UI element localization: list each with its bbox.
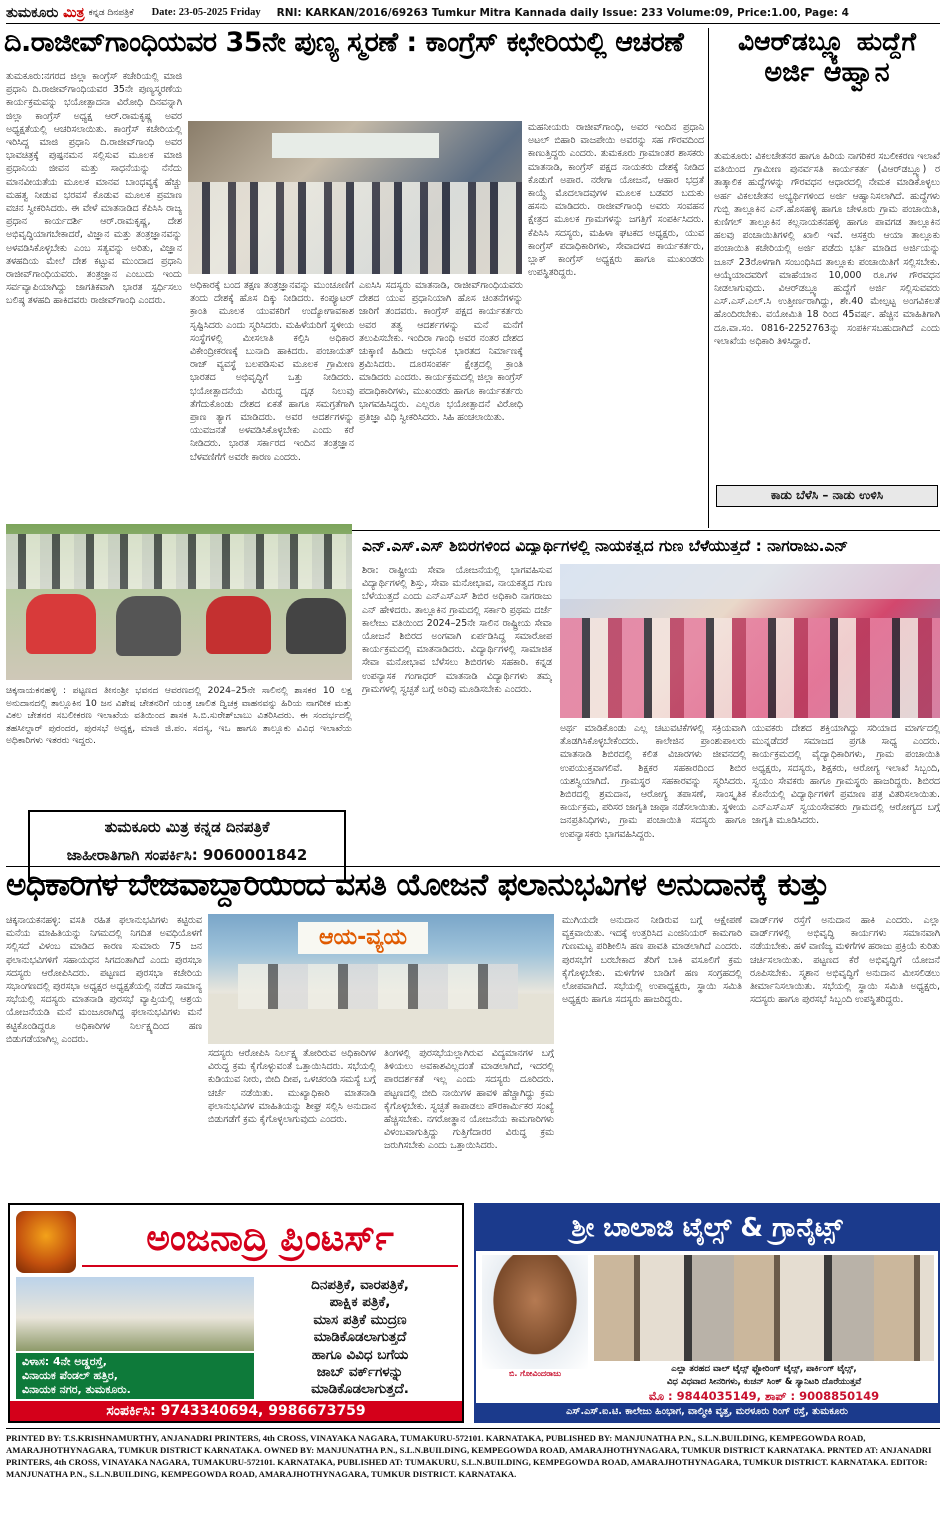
printers-ad-title: ಅಂಜನಾದ್ರಿ ಪ್ರಿಂಟರ್ಸ್ xyxy=(82,1211,458,1267)
service-line: ಜಾಬ್ ವರ್ಕ್‌ಗಳನ್ನು xyxy=(316,1364,404,1381)
scooter-shape xyxy=(286,598,346,654)
owner-name: ಬಿ. ಗೋವಿಂದರಾಜು xyxy=(508,1369,562,1378)
service-line: ಮಾಸ ಪತ್ರಿಕೆ ಮುದ್ರಣ xyxy=(313,1311,407,1328)
photo-banner: ಆಯ-ವ್ಯಯ xyxy=(298,922,428,954)
story1-headline: ದಿ.ರಾಜೀವ್‌ಗಾಂಧಿಯವರ 35ನೇ ಪುಣ್ಯ ಸ್ಮರಣೆ : ಕಾಂಗ್ರೆಸ್ ಕಛೇರಿಯಲ್ಲಿ ಆಚರಣೆ xyxy=(4,28,684,58)
story1-col3: ಎಐಸಿಸಿ ಸದಸ್ಯರು ಮಾತನಾಡಿ, ರಾಜೀವ್‌ಗಾಂಧಿಯವರು ದೇಶದ ಯುವ ಪ್ರಧಾನಿಯಾಗಿ ಹೊಸ ಚಿಂತನೆಗಳನ್ನು ಜಾರಿಗೆ ತಂದವರು. ಕಾಂಗ್ರೆಸ್ ಪಕ್ಷದ ಕಾರ್ಯಕರ್ತರು ಅವರ ತತ್ವ ಆದರ್ಶಗಳನ್ನು ಮನೆ ಮನೆಗೆ ತಲುಪಿಸಬೇಕು. ಇಂದಿರಾ ಗಾಂಧಿ ಅವರ ನಂತರ ದೇಶದ ಚುಕ್ಕಾಣಿ ಹಿಡಿದು ಆಧುನಿಕ ಭಾರತದ ನಿರ್ಮಾಣಕ್ಕೆ ಶ್ರಮಿಸಿದರು. ದೂರಸಂಪರ್ಕ ಕ್ಷೇತ್ರದಲ್ಲಿ ಕ್ರಾಂತಿ ಮಾಡಿದರು ಎಂದರು. ಕಾರ್ಯಕ್ರಮದಲ್ಲಿ ಜಿಲ್ಲಾ ಕಾಂಗ್ರೆಸ್ ಪದಾಧಿಕಾರಿಗಳು, ಮುಖಂಡರು ಹಾಗೂ ಕಾರ್ಯಕರ್ತರು ಭಾಗವಹಿಸಿದ್ದರು. ಎಲ್ಲರೂ ಭಯೋತ್ಪಾದನೆ ವಿರೋಧಿ ಪ್ರತಿಜ್ಞಾ ವಿಧಿ ಸ್ವೀಕರಿಸಿದರು. ಸಿಹಿ ಹಂಚಲಾಯಿತು. xyxy=(359,280,523,424)
printers-services xyxy=(260,1277,460,1399)
story2-headline-line2: ಅರ್ಜಿ ಆಹ್ವಾನ xyxy=(764,56,890,88)
service-line: ಹಾಗೂ ವಿವಿಧ ಬಗೆಯ xyxy=(311,1346,409,1363)
story4-col1: ಶಿರಾ: ರಾಷ್ಟ್ರೀಯ ಸೇವಾ ಯೋಜನೆಯಲ್ಲಿ ಭಾಗವಹಿಸುವ ವಿದ್ಯಾರ್ಥಿಗಳಲ್ಲಿ ಶಿಸ್ತು, ಸೇವಾ ಮನೋಭಾವ, ನಾಯಕತ್ವದ ಗುಣ ಬೆಳೆಯುತ್ತದೆ ಎಂದು ಎನ್‌ಎಸ್‌ಎಸ್ ಶಿಬಿರ ಅಧಿಕಾರಿ ನಾಗರಾಜು ಎನ್ ಹೇಳಿದರು. ತಾಲ್ಲೂಕಿನ ಗ್ರಾಮದಲ್ಲಿ ಸರ್ಕಾರಿ ಪ್ರಥಮ ದರ್ಜೆ ಕಾಲೇಜು ವತಿಯಿಂದ 2024–25ನೇ ಸಾಲಿನ ರಾಷ್ಟ್ರೀಯ ಸೇವಾ ಯೋಜನೆ ಶಿಬಿರದ ಅಂಗವಾಗಿ ಏರ್ಪಡಿಸಿದ್ದ ಸಮಾರೋಪ ಕಾರ್ಯಕ್ರಮದಲ್ಲಿ ಮಾತನಾಡಿದರು. ವಿದ್ಯಾರ್ಥಿಗಳಲ್ಲಿ ಸಾಮಾಜಿಕ ಸೇವಾ ಮನೋಭಾವ ಬೆಳೆಸಲು ಶಿಬಿರಗಳು ಸಹಕಾರಿ. ಕನ್ನಡ ಉಪನ್ಯಾಸಕ ಗಂಗಾಧರ್ ಮಾತನಾಡಿ ವಿದ್ಯಾರ್ಥಿಗಳು ತಮ್ಮ ಗ್ರಾಮಗಳಲ್ಲಿ ಸ್ವಚ್ಛತೆ ಬಗ್ಗೆ ಅರಿವು ಮೂಡಿಸಬೇಕು ಎಂದರು. xyxy=(362,565,552,695)
story5-col3: ತಿಂಗಳಲ್ಲಿ ಪುರಸಭೆಯಲ್ಲಾಗಿರುವ ವಿದ್ಯಮಾನಗಳ ಬಗ್ಗೆ ತಿಳಿಯಲು ಅವಕಾಶವಿಲ್ಲದಂತೆ ಮಾಡಲಾಗಿದೆ, ಇದರಲ್ಲಿ ಪಾರದರ್ಶಕತೆ ಇಲ್ಲ ಎಂದು ಸದಸ್ಯರು ದೂರಿದರು. ಪಟ್ಟಣದಲ್ಲಿ ಬೀದಿ ನಾಯಿಗಳ ಹಾವಳಿ ಹೆಚ್ಚಾಗಿದ್ದು ಕ್ರಮ ಕೈಗೊಳ್ಳಬೇಕು. ಸ್ವಚ್ಛತೆ ಕಾಪಾಡಲು ಪೌರಕಾರ್ಮಿಕರ ಸಂಖ್ಯೆ ಹೆಚ್ಚಿಸಬೇಕು. ನಗರೋತ್ಥಾನ ಯೋಜನೆಯ ಕಾಮಗಾರಿಗಳು ವಿಳಂಬವಾಗುತ್ತಿದ್ದು ಗುತ್ತಿಗೆದಾರರ ವಿರುದ್ಧ ಕ್ರಮ ಜರುಗಿಸಬೇಕು ಎಂದು ಒತ್ತಾಯಿಸಿದರು. xyxy=(384,1048,554,1152)
story2-headline xyxy=(712,28,942,87)
masthead xyxy=(6,2,940,24)
slogan-box: ಕಾಡು ಬೆಳೆಸಿ – ನಾಡು ಉಳಿಸಿ xyxy=(716,485,938,507)
tiles-tagline xyxy=(594,1363,934,1389)
tiles-display-photo xyxy=(594,1255,934,1361)
story5-photo xyxy=(208,914,554,1044)
newspaper-logo: ತುಮಕೂರು ಮಿತ್ರ xyxy=(6,4,85,21)
crowd-shape xyxy=(6,534,352,589)
address-line: ವಿಳಾಸ: 4ನೇ ಅಡ್ಡರಸ್ತೆ, xyxy=(22,1355,107,1368)
tiles-ad xyxy=(474,1203,940,1423)
service-line: ಮಾಡಿಕೊಡಲಾಗುತ್ತದೆ. xyxy=(311,1381,409,1398)
service-line: ಮಾಡಿಕೊಡಲಾಗುತ್ತದೆ xyxy=(313,1329,407,1346)
tiles-phones: ಮೊ : 9844035149, ಶಾಪ್ : 9008850149 xyxy=(648,1389,880,1403)
story2-body: ತುಮಕೂರು: ವಿಕಲಚೇತನರ ಹಾಗೂ ಹಿರಿಯ ನಾಗರಿಕರ ಸಬಲೀಕರಣ ಇಲಾಖೆ ವತಿಯಿಂದ ಗ್ರಾಮೀಣ ಪುನರ್ವಸತಿ ಕಾರ್ಯಕರ್ತ (ವಿಆರ್‌ಡಬ್ಲ್ಯೂ) ರ ತಾತ್ಕಾಲಿಕ ಹುದ್ದೆಗಳನ್ನು ಗೌರವಧನ ಆಧಾರದಲ್ಲಿ ನೇಮಕ ಮಾಡಿಕೊಳ್ಳಲು ಅರ್ಹ ವಿಕಲಚೇತನ ಅಭ್ಯರ್ಥಿಗಳಿಂದ ಅರ್ಜಿ ಆಹ್ವಾನಿಸಲಾಗಿದೆ. ಹುದ್ದೆಗಳು ಗುಬ್ಬಿ ತಾಲ್ಲೂಕಿನ ಎನ್.ಹೊಸಹಳ್ಳಿ ಹಾಗೂ ಚೇಳೂರು ಗ್ರಾಮ ಪಂಚಾಯಿತಿ, ಕುಣಿಗಲ್ ತಾಲ್ಲೂಕಿನ ಕಲ್ಲನಾಯಕನಹಳ್ಳಿ ಹಾಗೂ ಪಾವಗಡ ತಾಲ್ಲೂಕಿನ ಹಲವು ಪಂಚಾಯಿತಿಗಳಲ್ಲಿ ಖಾಲಿ ಇವೆ. ಆಸಕ್ತರು ಆಯಾ ತಾಲ್ಲೂಕು ಪಂಚಾಯಿತಿ ಕಚೇರಿಯಲ್ಲಿ ಅರ್ಜಿ ಪಡೆದು ಭರ್ತಿ ಮಾಡಿದ ಅರ್ಜಿಯನ್ನು ಜೂನ್ 23ರೊಳಗಾಗಿ ಸಂಬಂಧಿಸಿದ ತಾಲ್ಲೂಕು ಪಂಚಾಯಿತಿಗೆ ಸಲ್ಲಿಸಬೇಕು. ಆಯ್ಕೆಯಾದವರಿಗೆ ಮಾಹೆಯಾನ 10,000 ರೂ.ಗಳ ಗೌರವಧನ ನೀಡಲಾಗುವುದು. ವಿಆರ್‌ಡಬ್ಲ್ಯೂ ಹುದ್ದೆಗೆ ಅರ್ಜಿ ಸಲ್ಲಿಸುವವರು ಎಸ್.ಎಸ್.ಎಲ್.ಸಿ ಉತ್ತೀರ್ಣರಾಗಿದ್ದು, ಶೇ.40 ಮೇಲ್ಪಟ್ಟ ಅಂಗವಿಕಲತೆ ಹೊಂದಿರಬೇಕು. ವಯೋಮಿತಿ 18 ರಿಂದ 45ವರ್ಷ. ಹೆಚ್ಚಿನ ಮಾಹಿತಿಗಾಗಿ ದೂ.ವಾ.ಸಂ. 0816-2252763ನ್ನು ಸಂಪರ್ಕಿಸಬಹುದಾಗಿದೆ ಎಂದು ಇಲಾಖೆಯ ಅಧಿಕಾರಿ ತಿಳಿಸಿದ್ದಾರೆ. xyxy=(714,151,940,347)
story2-headline-line1: ವಿಆರ್‌ಡಬ್ಲ್ಯೂ ಹುದ್ದೆಗೆ xyxy=(737,27,917,56)
photo-people xyxy=(188,182,522,274)
hanuman-logo-icon xyxy=(16,1211,76,1273)
officials-shape xyxy=(238,964,518,1009)
photo-banner xyxy=(560,564,940,599)
story4-col3: ಯುವಕರು ದೇಶದ ಶಕ್ತಿಯಾಗಿದ್ದು ಸರಿಯಾದ ಮಾರ್ಗದಲ್ಲಿ ಮುನ್ನಡೆದರೆ ಸಮಾಜದ ಪ್ರಗತಿ ಸಾಧ್ಯ ಎಂದರು. ಕಾರ್ಯಕ್ರಮದಲ್ಲಿ ವೈದ್ಯಾಧಿಕಾರಿಗಳು, ಗ್ರಾಮ ಪಂಚಾಯಿತಿ ಅಧ್ಯಕ್ಷರು, ಸದಸ್ಯರು, ಶಿಕ್ಷಕರು, ಆರೋಗ್ಯ ಇಲಾಖೆ ಸಿಬ್ಬಂದಿ, ಸ್ವಯಂ ಸೇವಕರು ಹಾಗೂ ಗ್ರಾಮಸ್ಥರು ಹಾಜರಿದ್ದರು. ಶಿಬಿರದ ಕೊನೆಯಲ್ಲಿ ವಿದ್ಯಾರ್ಥಿಗಳಿಗೆ ಪ್ರಮಾಣ ಪತ್ರ ವಿತರಿಸಲಾಯಿತು. ಎನ್‌ಎಸ್‌ಎಸ್ ಸ್ವಯಂಸೇವಕರು ಗ್ರಾಮದಲ್ಲಿ ಆರೋಗ್ಯದ ಬಗ್ಗೆ ಜಾಗೃತಿ ಮೂಡಿಸಿದರು. xyxy=(752,723,940,827)
column-divider xyxy=(708,28,709,528)
printers-shop-photo xyxy=(16,1277,254,1351)
story3-photo xyxy=(6,524,352,680)
tagline-line: ವಿಧ ವಿಧವಾದ ಸೀನರಿಗಳು, ಕುಚನ್ ಸಿಂಕ್ & ಸ್ಯಾನಿಟರಿ ದೊರೆಯುತ್ತವೆ xyxy=(666,1377,862,1387)
scooter-shape xyxy=(206,596,271,654)
address-line: ವಿನಾಯಕ ನಗರ, ತುಮಕೂರು. xyxy=(22,1383,131,1396)
story1-col2: ಅಧಿಕಾರಕ್ಕೆ ಬಂದ ತಕ್ಷಣ ತಂತ್ರಜ್ಞಾನವನ್ನು ಮುಂಚೂಣಿಗೆ ತಂದು ದೇಶಕ್ಕೆ ಹೊಸ ದಿಕ್ಕು ನೀಡಿದರು. ಕಂಪ್ಯೂಟರ್ ಕ್ರಾಂತಿ ಮೂಲಕ ಯುವಕರಿಗೆ ಉದ್ಯೋಗಾವಕಾಶ ಸೃಷ್ಟಿಸಿದರು ಎಂದು ಸ್ಮರಿಸಿದರು. ಮಹಿಳೆಯರಿಗೆ ಸ್ಥಳೀಯ ಸಂಸ್ಥೆಗಳಲ್ಲಿ ಮೀಸಲಾತಿ ಕಲ್ಪಿಸಿ ಅಧಿಕಾರ ವಿಕೇಂದ್ರೀಕರಣಕ್ಕೆ ಬುನಾದಿ ಹಾಕಿದರು. ಪಂಚಾಯತ್ ರಾಜ್ ವ್ಯವಸ್ಥೆ ಬಲಪಡಿಸುವ ಮೂಲಕ ಗ್ರಾಮೀಣ ಭಾರತದ ಅಭಿವೃದ್ಧಿಗೆ ಒತ್ತು ನೀಡಿದರು. ಭಯೋತ್ಪಾದನೆಯ ವಿರುದ್ಧ ದೃಢ ನಿಲುವು ತೆಗೆದುಕೊಂಡು ದೇಶದ ಏಕತೆ ಹಾಗೂ ಸಮಗ್ರತೆಗಾಗಿ ಪ್ರಾಣ ತ್ಯಾಗ ಮಾಡಿದರು. ಅವರ ಆದರ್ಶಗಳನ್ನು ಯುವಜನತೆ ಅಳವಡಿಸಿಕೊಳ್ಳಬೇಕು ಎಂದು ಕರೆ ನೀಡಿದರು. ಭಾರತ ಸರ್ಕಾರದ ಇಂದಿನ ತಂತ್ರಜ್ಞಾನ ಬೆಳವಣಿಗೆಗೆ ಅವರೇ ಕಾರಣ ಎಂದರು. xyxy=(190,280,354,463)
story4-col2: ಅರ್ಥ ಮಾಡಿಕೊಂಡು ಎಲ್ಲ ಚಟುವಟಿಕೆಗಳಲ್ಲಿ ಸಕ್ರಿಯವಾಗಿ ತೊಡಗಿಸಿಕೊಳ್ಳಬೇಕೆಂದರು. ಕಾಲೇಜಿನ ಪ್ರಾಂಶುಪಾಲರು ಮಾತನಾಡಿ ಶಿಬಿರದಲ್ಲಿ ಕಲಿತ ವಿಚಾರಗಳು ಜೀವನದಲ್ಲಿ ಉಪಯುಕ್ತವಾಗಲಿವೆ. ಶಿಕ್ಷಕರ ಸಹಕಾರದಿಂದ ಶಿಬಿರ ಯಶಸ್ವಿಯಾಗಿದೆ. ಗ್ರಾಮಸ್ಥರ ಸಹಕಾರವನ್ನು ಸ್ಮರಿಸಿದರು. ಶಿಬಿರದಲ್ಲಿ ಶ್ರಮದಾನ, ಆರೋಗ್ಯ ತಪಾಸಣೆ, ಸಾಂಸ್ಕೃತಿಕ ಕಾರ್ಯಕ್ರಮ, ಪರಿಸರ ಜಾಗೃತಿ ಜಾಥಾ ನಡೆಸಲಾಯಿತು. ಸ್ಥಳೀಯ ಜನಪ್ರತಿನಿಧಿಗಳು, ಗ್ರಾಮ ಪಂಚಾಯಿತಿ ಸದಸ್ಯರು ಹಾಗೂ ಉಪನ್ಯಾಸಕರು ಭಾಗವಹಿಸಿದ್ದರು. xyxy=(560,723,746,840)
story5-headline: ಅಧಿಕಾರಿಗಳ ಬೇಜವಾಬ್ದಾರಿಯಿಂದ ವಸತಿ ಯೋಜನೆ ಫಲಾನುಭವಿಗಳ ಅನುದಾನಕ್ಕೆ ಕುತ್ತು xyxy=(6,868,830,903)
tiles-address: ಎಸ್.ಎಸ್.ಐ.ಟಿ. ಕಾಲೇಜು ಹಿಂಭಾಗ, ವಾಲ್ಮೀಕಿ ವೃತ್ತ, ಮರಳೂರು ರಿಂಗ್ ರಸ್ತೆ, ತುಮಕೂರು xyxy=(476,1403,938,1421)
owner-photo xyxy=(482,1255,588,1369)
story5-col2: ಸದಸ್ಯರು ಆರೋಪಿಸಿ ನಿರ್ಲಕ್ಷ್ಯ ತೋರಿರುವ ಅಧಿಕಾರಿಗಳ ವಿರುದ್ಧ ಕ್ರಮ ಕೈಗೊಳ್ಳುವಂತೆ ಒತ್ತಾಯಿಸಿದರು. ಸಭೆಯಲ್ಲಿ ಕುಡಿಯುವ ನೀರು, ಬೀದಿ ದೀಪ, ಒಳಚರಂಡಿ ಸಮಸ್ಯೆ ಬಗ್ಗೆ ಚರ್ಚೆ ನಡೆಯಿತು. ಮುಖ್ಯಾಧಿಕಾರಿ ಮಾತನಾಡಿ ಫಲಾನುಭವಿಗಳ ಮಾಹಿತಿಯನ್ನು ಶೀಘ್ರ ಸಲ್ಲಿಸಿ ಅನುದಾನ ಬಿಡುಗಡೆಗೆ ಕ್ರಮ ಕೈಗೊಳ್ಳಲಾಗುವುದು ಎಂದರು. xyxy=(208,1048,376,1126)
story4-headline: ಎನ್.ಎಸ್.ಎಸ್ ಶಿಬಿರಗಳಿಂದ ವಿದ್ಯಾರ್ಥಿಗಳಲ್ಲಿ ನಾಯಕತ್ವದ ಗುಣ ಬೆಳೆಯುತ್ತದೆ : ನಾಗರಾಜು.ಎನ್ xyxy=(362,538,849,555)
contact-ad-phone: ಜಾಹೀರಾತಿಗಾಗಿ ಸಂಪರ್ಕಿಸಿ: 9060001842 xyxy=(66,846,308,864)
tagline-line: ಎಲ್ಲಾ ತರಹದ ವಾಲ್ ಟೈಲ್ಸ್ ಫ್ಲೋರಿಂಗ್ ಟೈಲ್ಸ್, ಪಾರ್ಕಿಂಗ್ ಟೈಲ್ಸ್, xyxy=(671,1364,857,1374)
photo-people xyxy=(560,618,940,718)
contact-ad-title: ತುಮಕೂರು ಮಿತ್ರ ಕನ್ನಡ ದಿನಪತ್ರಿಕೆ xyxy=(104,818,270,836)
issue-info: RNI: KARKAN/2016/69263 Tumkur Mitra Kannada daily Issue: 233 Volume:09, Price:1.00, Page: 4 xyxy=(276,6,849,19)
logo-subtitle: ಕನ್ನಡ ದಿನಪತ್ರಿಕೆ xyxy=(88,7,134,18)
scooter-shape xyxy=(26,594,96,654)
service-line: ದಿನಪತ್ರಿಕೆ, ವಾರಪತ್ರಿಕೆ, xyxy=(311,1277,409,1293)
story5-col5: ವಾರ್ಡ್‌ಗಳ ರಸ್ತೆಗೆ ಅನುದಾನ ಹಾಕಿ ಎಂದರು. ಎಲ್ಲಾ ವಾರ್ಡ್‌ಗಳಲ್ಲಿ ಅಭಿವೃದ್ಧಿ ಕಾರ್ಯಗಳು ಸಮಾನವಾಗಿ ನಡೆಯಬೇಕು. ಹಳೆ ವಾಣಿಜ್ಯ ಮಳಿಗೆಗಳ ಹರಾಜು ಪ್ರಕ್ರಿಯೆ ಕುರಿತು ಚರ್ಚಿಸಲಾಯಿತು. ಪಟ್ಟಣದ ಕೆರೆ ಅಭಿವೃದ್ಧಿಗೆ ಯೋಜನೆ ರೂಪಿಸಬೇಕು. ಸ್ಮಶಾನ ಅಭಿವೃದ್ಧಿಗೆ ಅನುದಾನ ಮೀಸಲಿಡಲು ತೀರ್ಮಾನಿಸಲಾಯಿತು. ಸಭೆಯಲ್ಲಿ ಸ್ಥಾಯಿ ಸಮಿತಿ ಅಧ್ಯಕ್ಷರು, ಸದಸ್ಯರು ಹಾಗೂ ಪುರಸಭೆ ಸಿಬ್ಬಂದಿ ಉಪಸ್ಥಿತರಿದ್ದರು. xyxy=(750,915,940,1006)
tiles-ad-title: ಶ್ರೀ ಬಾಲಾಜಿ ಟೈಲ್ಸ್ & ಗ್ರಾನೈಟ್ಸ್ xyxy=(476,1205,938,1251)
section-divider xyxy=(6,866,940,867)
story5-col4: ಮುಗಿಯದೇ ಅನುದಾನ ನೀಡಿರುವ ಬಗ್ಗೆ ಆಕ್ಷೇಪಣೆ ವ್ಯಕ್ತವಾಯಿತು. ಇದಕ್ಕೆ ಉತ್ತರಿಸಿದ ಎಂಜಿನಿಯರ್ ಕಾಮಗಾರಿ ಗುಣಮಟ್ಟ ಪರಿಶೀಲಿಸಿ ಹಣ ಪಾವತಿ ಮಾಡಲಾಗಿದೆ ಎಂದರು. ಪುರಸಭೆಗೆ ಬರಬೇಕಾದ ತೆರಿಗೆ ಬಾಕಿ ವಸೂಲಿಗೆ ಕ್ರಮ ಕೈಗೊಳ್ಳಬೇಕು. ಮಳಿಗೆಗಳ ಬಾಡಿಗೆ ಹಣ ಸಂಗ್ರಹದಲ್ಲಿ ಲೋಪವಾಗಿದೆ. ಸಭೆಯಲ್ಲಿ ಉಪಾಧ್ಯಕ್ಷರು, ಸ್ಥಾಯಿ ಸಮಿತಿ ಅಧ್ಯಕ್ಷರು ಹಾಗೂ ಸದಸ್ಯರು ಹಾಜರಿದ್ದರು. xyxy=(562,915,742,1006)
printer-imprint: PRINTED BY: T.S.KRISHNAMURTHY, ANJANADRI PRINTERS, 4th CROSS, VINAYAKA NAGARA, TUMAKURU-572101. KARNATAKA, PUBLISHED BY: MANJUNATHA P.N., S.L.N.BUILDING, KEMPEGOWDA ROAD, AMARAJHOTHYNAGARA, TUMKUR DISTRICT KARNATAKA. OWNED BY: MANJUNATHA P.N., S.L.N.BUILDING, KEMPEGOWDA ROAD, AMARAJHOTHYNAGARA, TUMKUR DISTRICT KARNATAKA. PRNTED AT: ANJANADRI PRINTERS, 4th CROSS, VINAYAKA NAGARA, TUMAKURU-572101. KARNATAKA, PUBLISHED AT: TUMAKURU, S.L.N.BUILDING, KEMPEGOWDA ROAD, AMARAJHOTHYNAGARA, TUMKUR DISTRICT. KARNATAKA. EDITOR: MANJUNATHA P.N., S.L.N.BUILDING, KEMPEGOWDA ROAD, AMARAJHOTHYNAGARA, TUMKUR DISTRICT. KARNATAKA. xyxy=(6,1428,940,1480)
printers-ad xyxy=(8,1203,464,1423)
service-line: ಪಾಕ್ಷಿಕ ಪತ್ರಿಕೆ, xyxy=(329,1294,391,1311)
address-line: ವಿನಾಯಕ ಪೆಂಡಲ್ ಹತ್ತಿರ, xyxy=(22,1369,118,1382)
story1-col4: ಮಹನೀಯರು ರಾಜೀವ್‌ಗಾಂಧಿ, ಅವರ ಇಂದಿನ ಪ್ರಧಾನಿ ಅಟಲ್ ಬಿಹಾರಿ ವಾಜಪೇಯಿ ಅವರನ್ನು ಸಹ ಗೌರವದಿಂದ ಕಾಣುತ್ತಿದ್ದರು ಎಂದರು. ತುಮಕೂರು ಗ್ರಾಮಾಂತರ ಶಾಸಕರು ಮಾತನಾಡಿ, ಕಾಂಗ್ರೆಸ್ ಪಕ್ಷದ ನಾಯಕರು ದೇಶಕ್ಕೆ ನೀಡಿದ ಕೊಡುಗೆ ಅಪಾರ. ನರೇಗಾ ಯೋಜನೆ, ಆಹಾರ ಭದ್ರತೆ ಕಾಯ್ದೆ ಮೊದಲಾದವುಗಳ ಮೂಲಕ ಬಡವರ ಬದುಕು ಹಸನು ಮಾಡಿದರು. ರಾಜೀವ್‌ಗಾಂಧಿ ಅವರು ಸಂವಹನ ಕ್ಷೇತ್ರದ ಮೂಲಕ ಗ್ರಾಮಗಳನ್ನು ಜಗತ್ತಿಗೆ ಸಂಪರ್ಕಿಸಿದರು. ಕೆಪಿಸಿಸಿ ಸದಸ್ಯರು, ಮಹಿಳಾ ಘಟಕದ ಅಧ್ಯಕ್ಷರು, ಯುವ ಕಾಂಗ್ರೆಸ್ ಪದಾಧಿಕಾರಿಗಳು, ಸೇವಾದಳದ ಕಾರ್ಯಕರ್ತರು, ಬ್ಲಾಕ್ ಕಾಂಗ್ರೆಸ್ ಅಧ್ಯಕ್ಷರು ಹಾಗೂ ಮುಖಂಡರು ಉಪಸ್ಥಿತರಿದ್ದರು. xyxy=(528,122,704,279)
printers-address-box xyxy=(16,1353,254,1399)
story4-photo xyxy=(560,564,940,718)
issue-date: Date: 23-05-2025 Friday xyxy=(151,7,261,18)
photo-banner xyxy=(272,133,439,157)
printers-contact: ಸಂಪರ್ಕಿಸಿ: 9743340694, 9986673759 xyxy=(10,1401,462,1421)
story1-photo xyxy=(188,121,522,274)
story3-caption: ಚಿಕ್ಕನಾಯಕನಹಳ್ಳಿ : ಪಟ್ಟಣದ ತೀನಂಶ್ರೀ ಭವನದ ಆವರಣದಲ್ಲಿ 2024–25ನೇ ಸಾಲಿನಲ್ಲಿ ಶಾಸಕರ 10 ಲಕ್ಷ ಅನುದಾನದಲ್ಲಿ ತಾಲ್ಲೂಕಿನ 10 ಜನ ವಿಶೇಷ ಚೇತನರಿಗೆ ಯಂತ್ರ ಚಾಲಿತ ದ್ವಿಚಕ್ರ ವಾಹನವನ್ನು ಹಿರಿಯ ನಾಗರೀಕ ಮತ್ತು ವಿಕಲ ಚೇತನರ ಸಬಲೀಕರಣ ಇಲಾಖೆಯ ವತಿಯಿಂದ ಶಾಸಕ ಸಿ.ಬಿ.ಸುರೇಶ್‌ಬಾಬು ವಿತರಿಸಿದರು. ಈ ಸಂದರ್ಭದಲ್ಲಿ ತಹಸೀಲ್ದಾರ್ ಪುರಂದರ, ಪುರಸಭೆ ಅಧ್ಯಕ್ಷ, ಮಾಜಿ ಜಿ.ಪಂ. ಸದಸ್ಯ, ಇಒ ಹಾಗೂ ತಾಲ್ಲೂಕು ವಿವಿಧ ಇಲಾಖೆಯ ಅಧಿಕಾರಿಗಳು ಇತರರು ಇದ್ದರು. xyxy=(6,685,352,747)
story1-col1: ತುಮಕೂರು:ನಗರದ ಜಿಲ್ಲಾ ಕಾಂಗ್ರೆಸ್ ಕಚೇರಿಯಲ್ಲಿ ಮಾಜಿ ಪ್ರಧಾನಿ ದಿ.ರಾಜೀವ್‌ಗಾಂಧಿಯವರ 35ನೇ ಪುಣ್ಯಸ್ಮರಣೆಯ ಕಾರ್ಯಕ್ರಮವನ್ನು ಭಯೋತ್ಪಾದನಾ ವಿರೋಧಿ ದಿನವನ್ನಾಗಿ ಜಿಲ್ಲಾ ಕಾಂಗ್ರೆಸ್ ಅಧ್ಯಕ್ಷ ಆರ್.ರಾಮಕೃಷ್ಣ ಅವರ ಅಧ್ಯಕ್ಷತೆಯಲ್ಲಿ ಆಚರಿಸಲಾಯಿತು. ಕಾಂಗ್ರೆಸ್ ಕಚೇರಿಯಲ್ಲಿ ಇರಿಸಿದ್ದ ಮಾಜಿ ಪ್ರಧಾನಿ ದಿ.ರಾಜೀವ್‌ಗಾಂಧಿ ಅವರ ಭಾವಚಿತ್ರಕ್ಕೆ ಪುಷ್ಪನಮನ ಸಲ್ಲಿಸುವ ಮೂಲಕ ಮಾಜಿ ಪ್ರಧಾನಿಯ ಜೀವನ ಮತ್ತು ಸಾಧನೆಯನ್ನು ನೆನೆದು ಮಾನವೀಯತೆಯ ಮೂಲಕ ಮಾನವ ಬಾಂಧವ್ಯಕ್ಕೆ ಹೆಚ್ಚು ಮಹತ್ವ ನೀಡುವ ಭರವಸೆ ಕೊಡುವ ಮೂಲಕ ಪ್ರಮಾಣ ವಚನ ಸ್ವೀಕರಿಸಿದರು. ಈ ವೇಳೆ ಮಾತನಾಡಿದ ಕೆಪಿಸಿಸಿ ರಾಜ್ಯ ಪ್ರಧಾನ ಕಾರ್ಯದರ್ಶಿ ಆರ್.ರಾಮಕೃಷ್ಣ, ದೇಶ ಅಭಿವೃದ್ಧಿಯಾಗಬೇಕಾದರೆ, ವಿಜ್ಞಾನ ಮತ್ತು ತಂತ್ರಜ್ಞಾನವನ್ನು ಅಳವಡಿಸಿಕೊಳ್ಳಬೇಕು ಎಂಬ ಸತ್ಯವನ್ನು ಅರಿತು, ವಿಜ್ಞಾನ ತಳಹದಿಯ ಮೇಲೆ ದೇಶ ಕಟ್ಟುವ ಮುಂದಾದ ಪ್ರಧಾನಿ ರಾಜೀವ್‌ಗಾಂಧಿಯವರು. ತಂತ್ರಜ್ಞಾನ ಎಂಬುದು ಇಂದು ಸರ್ವವ್ಯಾಪಿಯಾಗಿದ್ದು ಜಾಗತಿಕವಾಗಿ ಭಾರತ ಸ್ಪರ್ಧಿಸಲು ಬಲಿಷ್ಠ ತಳಹದಿ ಹಾಕಿದವರು ರಾಜೀವ್‌ಗಾಂಧಿ ಎಂದರು. xyxy=(6,71,182,307)
scooter-shape xyxy=(116,596,181,656)
story5-col1: ಚಿಕ್ಕನಾಯಕನಹಳ್ಳಿ: ವಸತಿ ರಹಿತ ಫಲಾನುಭವಿಗಳು ಕಟ್ಟಿರುವ ಮನೆಯ ಮಾಹಿತಿಯನ್ನು ನಿಗಮದಲ್ಲಿ ನಿಗದಿತ ಅವಧಿಯೊಳಗೆ ಸಲ್ಲಿಸದೆ ವಿಳಂಬ ಮಾಡಿದ ಕಾರಣ ಸುಮಾರು 75 ಜನ ಫಲಾನುಭವಿಗಳಿಗೆ ಸಹಾಯಧನ ಸಿಗದಂತಾಗಿದೆ ಎಂದು ಪುರಸಭಾ ಸದಸ್ಯರು ಆರೋಪಿಸಿದರು. ಪಟ್ಟಣದ ಪುರಸಭಾ ಕಚೇರಿಯ ಸಭಾಂಗಣದಲ್ಲಿ ಪುರಸಭಾ ಅಧ್ಯಕ್ಷರ ಅಧ್ಯಕ್ಷತೆಯಲ್ಲಿ ನಡೆದ ಸಾಮಾನ್ಯ ಸಭೆಯಲ್ಲಿ ಸದಸ್ಯರು ಮಾತನಾಡಿ ಪುರಸಭೆ ವ್ಯಾಪ್ತಿಯಲ್ಲಿ ಆಶ್ರಯ ಯೋಜನೆಯಡಿ ಮನೆ ಮಂಜೂರಾಗಿದ್ದ ಫಲಾನುಭವಿಗಳು ಮನೆ ಕಟ್ಟಿಕೊಂಡಿದ್ದರೂ ಅಧಿಕಾರಿಗಳ ನಿರ್ಲಕ್ಷ್ಯದಿಂದ ಹಣ ಬಿಡುಗಡೆಯಾಗಿಲ್ಲ ಎಂದರು. xyxy=(6,915,202,1045)
